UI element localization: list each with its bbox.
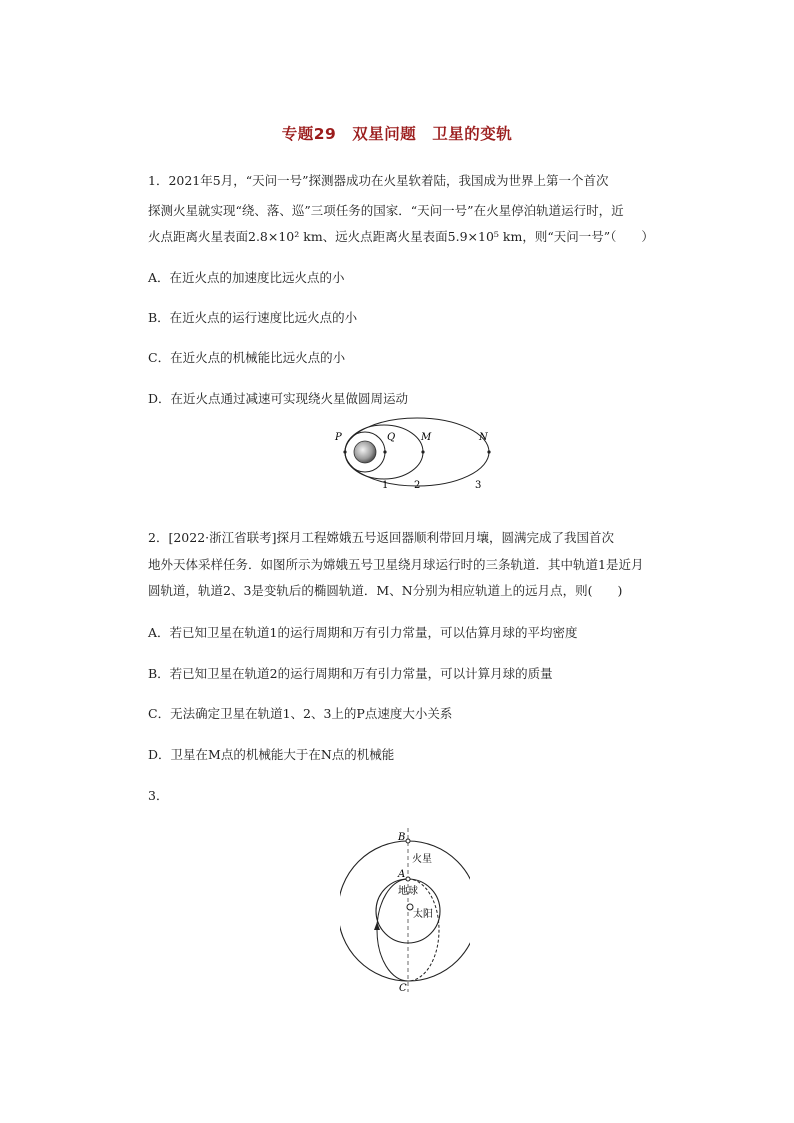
point-q-marker (383, 450, 386, 453)
direction-arrow-icon (374, 922, 380, 930)
question-2-option-b: B．若已知卫星在轨道2的运行周期和万有引力常量，可以计算月球的质量 (148, 666, 553, 681)
label-c: C (399, 983, 407, 994)
point-a-marker (406, 877, 410, 881)
question-1-line-1: 1．2021年5月，“天问一号”探测器成功在火星软着陆，我国成为世界上第一个首次 (148, 173, 609, 188)
question-1-option-c: C．在近火点的机械能比远火点的小 (148, 350, 346, 365)
question-1-line-2: 探测火星就实现“绕、落、巡”三项任务的国家．“天问一号”在火星停泊轨道运行时，近 (148, 203, 624, 218)
question-2-option-a: A．若已知卫星在轨道1的运行周期和万有引力常量，可以估算月球的平均密度 (148, 625, 578, 640)
orbit-figure-moon (330, 412, 500, 494)
question-2-line-1: 2．[2022·浙江省联考]探月工程嫦娥五号返回器顺利带回月壤，圆满完成了我国首次 (148, 530, 614, 545)
point-b-marker (406, 839, 410, 843)
question-1-option-d: D．在近火点通过减速可实现绕火星做圆周运动 (148, 391, 409, 406)
question-1-line-3: 火点距离火星表面2.8×10² km、远火点距离火星表面5.9×10⁵ km，则“天问一号”（ ） (148, 229, 654, 244)
label-sun: 太阳 (413, 909, 433, 920)
question-3-number: 3． (148, 788, 169, 803)
point-m-marker (421, 450, 424, 453)
transfer-orbit-figure (340, 828, 470, 994)
question-2-option-d: D．卫星在M点的机械能大于在N点的机械能 (148, 747, 395, 762)
label-orbit-2: 2 (414, 480, 421, 491)
point-p-marker (343, 450, 346, 453)
question-1-option-b: B．在近火点的运行速度比远火点的小 (148, 310, 358, 325)
label-mars: 火星 (412, 854, 432, 865)
label-earth: 地球 (398, 886, 418, 897)
question-2-line-3: 圆轨道，轨道2、3是变轨后的椭圆轨道．M、N分别为相应轨道上的远月点，则( ) (148, 583, 623, 598)
label-p: P (335, 432, 342, 443)
label-a: A (398, 869, 406, 880)
page-title: 专题29 双星问题 卫星的变轨 (281, 125, 513, 143)
question-1-option-a: A．在近火点的加速度比远火点的小 (148, 270, 345, 285)
label-n: N (479, 432, 488, 443)
question-2-line-2: 地外天体采样任务．如图所示为嫦娥五号卫星绕月球运行时的三条轨道．其中轨道1是近月 (148, 557, 644, 572)
label-m: M (421, 432, 432, 443)
label-q: Q (387, 432, 396, 443)
question-2-option-c: C．无法确定卫星在轨道1、2、3上的P点速度大小关系 (148, 706, 453, 721)
mars-orbit (340, 841, 470, 981)
point-n-marker (487, 450, 490, 453)
label-b: B (398, 832, 406, 843)
label-orbit-3: 3 (475, 480, 482, 491)
label-orbit-1: 1 (382, 480, 389, 491)
moon-sphere (354, 441, 376, 463)
